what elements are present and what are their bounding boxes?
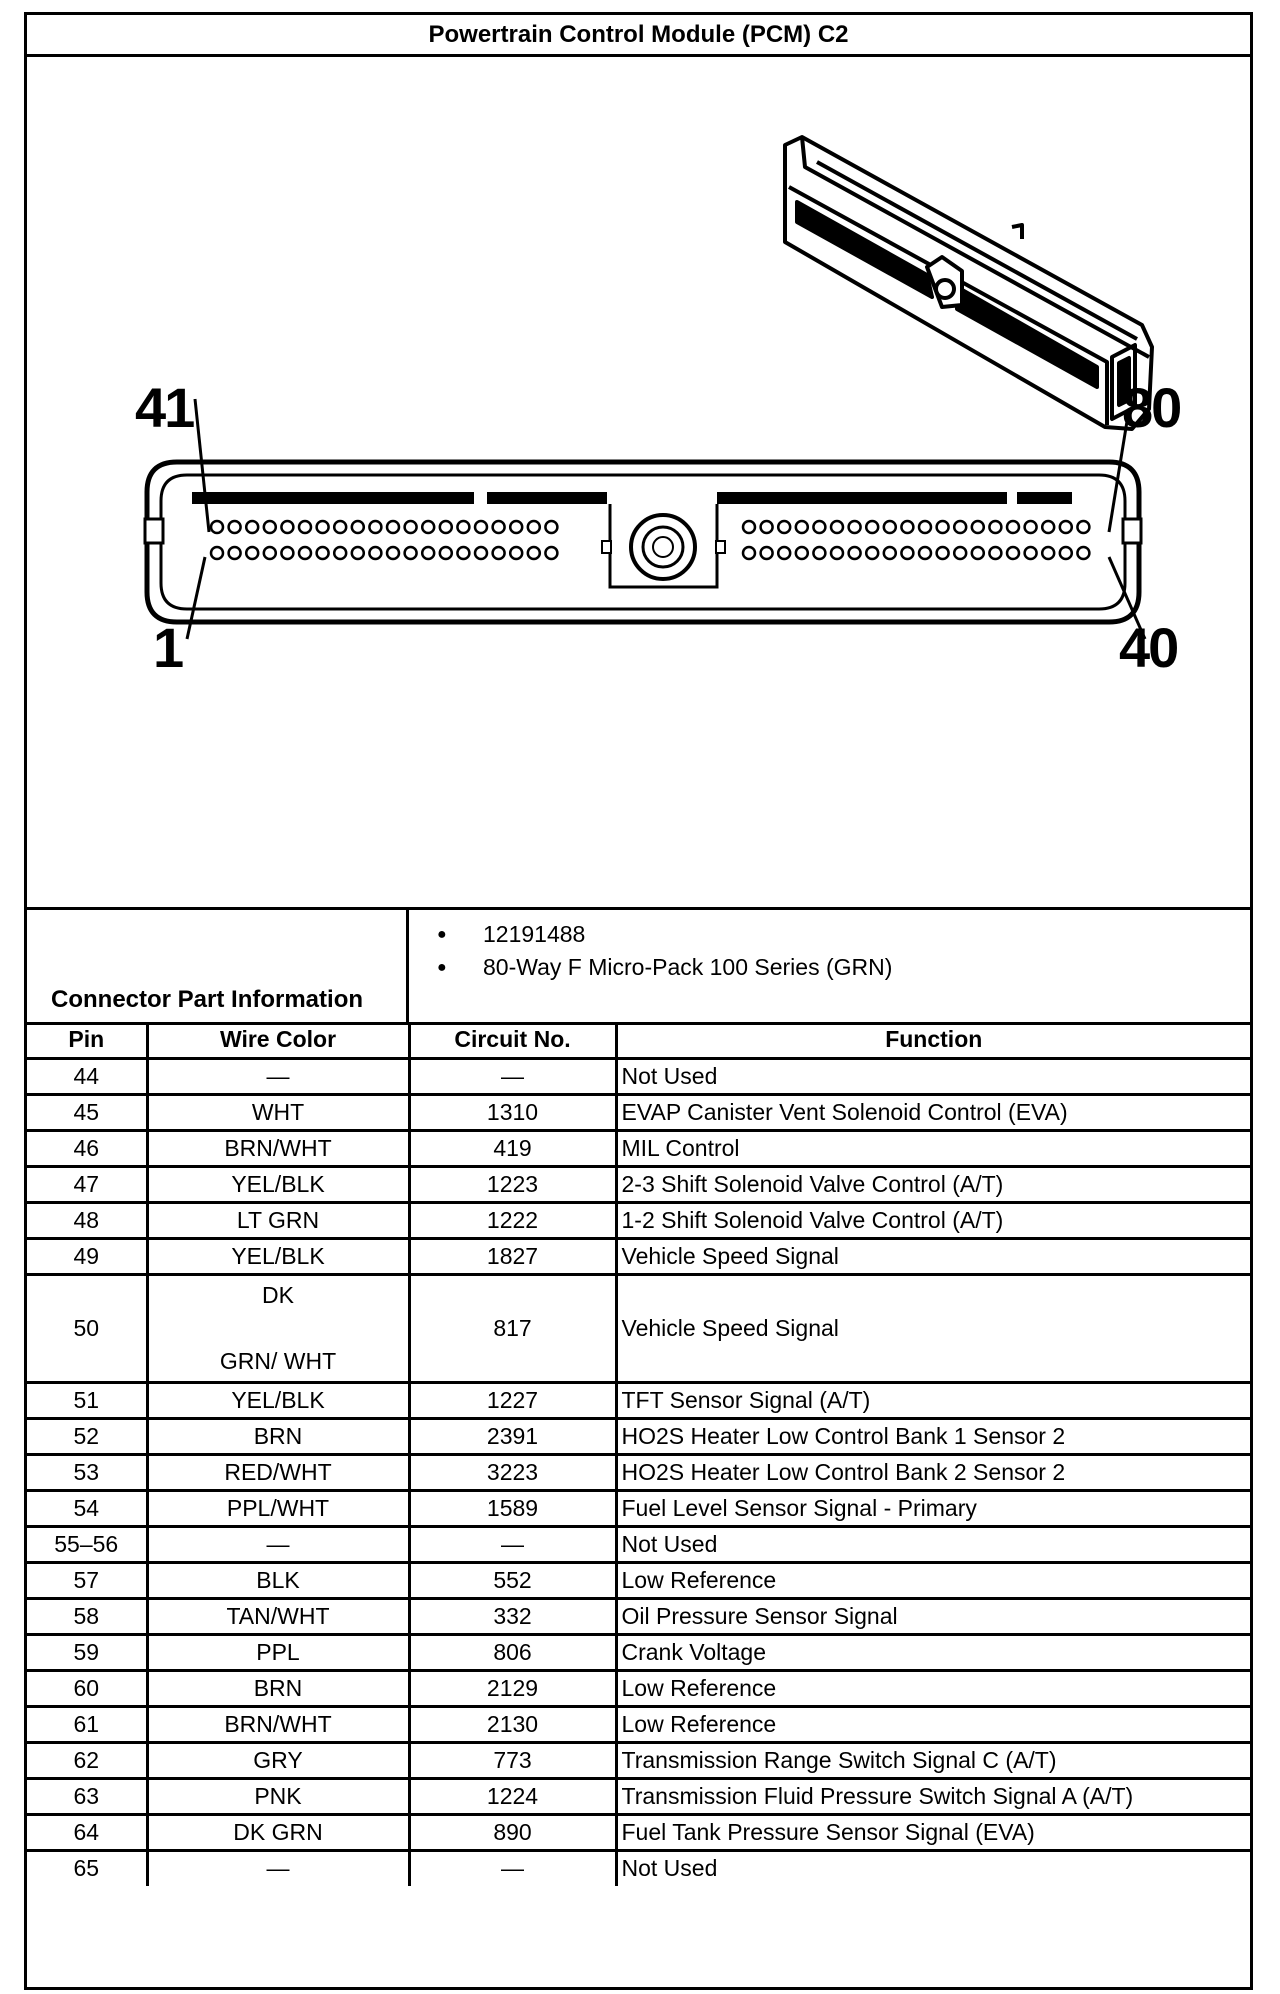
pin-cavity <box>866 547 878 559</box>
pin-label-41: 41 <box>135 376 194 439</box>
circuit-no-cell: 419 <box>409 1130 616 1166</box>
pin-cavity <box>1077 547 1089 559</box>
circuit-no-cell: 552 <box>409 1562 616 1598</box>
pin-cell: 63 <box>27 1778 147 1814</box>
header-pin: Pin <box>27 1022 147 1058</box>
table-row <box>27 1850 1250 1886</box>
table-row <box>27 1742 1250 1778</box>
table-row <box>27 1382 1250 1418</box>
wire-color-cell: — <box>147 1850 409 1886</box>
pin-cavity <box>778 521 790 533</box>
circuit-no-cell: 1310 <box>409 1094 616 1130</box>
pin-cavity <box>440 547 452 559</box>
pin-label-80: 80 <box>1122 376 1181 439</box>
circuit-no-cell: 817 <box>409 1274 616 1382</box>
pin-cavity <box>299 547 311 559</box>
pin-cell: 59 <box>27 1634 147 1670</box>
pin-cavity <box>743 521 755 533</box>
pin-cavity <box>493 547 505 559</box>
pin-cavity <box>919 521 931 533</box>
pin-cell: 49 <box>27 1238 147 1274</box>
pin-cavity <box>919 547 931 559</box>
table-row <box>27 1814 1250 1850</box>
pin-cavity <box>1025 521 1037 533</box>
pin-cavity <box>1007 547 1019 559</box>
pin-cavity <box>510 521 522 533</box>
function-cell: 2-3 Shift Solenoid Valve Control (A/T) <box>616 1166 1250 1202</box>
pin-cavity <box>475 521 487 533</box>
table-row <box>27 1274 1250 1382</box>
wire-color-cell: — <box>147 1526 409 1562</box>
connector-description: ● 80-Way F Micro-Pack 100 Series (GRN) <box>427 951 892 984</box>
table-row <box>27 1130 1250 1166</box>
pin-cavity <box>264 547 276 559</box>
pin-cavity <box>405 547 417 559</box>
wire-color-cell: PPL <box>147 1634 409 1670</box>
pin-cell: 48 <box>27 1202 147 1238</box>
connector-diagram <box>27 57 1250 907</box>
pin-cavity <box>317 521 329 533</box>
table-row <box>27 1598 1250 1634</box>
circuit-no-cell: 332 <box>409 1598 616 1634</box>
pin-label-40: 40 <box>1119 616 1178 679</box>
pin-cavity <box>831 521 843 533</box>
function-cell: HO2S Heater Low Control Bank 1 Sensor 2 <box>616 1418 1250 1454</box>
wire-color-cell: DK GRN <box>147 1814 409 1850</box>
pin-cavity <box>1007 521 1019 533</box>
function-cell: MIL Control <box>616 1130 1250 1166</box>
pin-cavity <box>493 521 505 533</box>
pin-cell: 62 <box>27 1742 147 1778</box>
pin-cavity <box>246 521 258 533</box>
connector-pin-cavities <box>211 521 1089 559</box>
circuit-no-cell: 3223 <box>409 1454 616 1490</box>
table-row <box>27 1562 1250 1598</box>
circuit-no-cell: 773 <box>409 1742 616 1778</box>
pin-cavity <box>796 547 808 559</box>
pin-cavity <box>369 521 381 533</box>
pin-cavity <box>545 547 557 559</box>
pin-cavity <box>849 521 861 533</box>
pin-cell: 60 <box>27 1670 147 1706</box>
pin-cavity <box>528 521 540 533</box>
wire-color-cell: DK GRN/ WHT <box>147 1274 409 1382</box>
connector-sheet <box>24 12 1253 1990</box>
wire-color-cell: YEL/BLK <box>147 1382 409 1418</box>
pin-cell: 58 <box>27 1598 147 1634</box>
wire-color-cell: PPL/WHT <box>147 1490 409 1526</box>
pin-cavity <box>813 521 825 533</box>
pin-cavity <box>1025 547 1037 559</box>
table-row <box>27 1202 1250 1238</box>
table-row <box>27 1778 1250 1814</box>
wire-color-cell: YEL/BLK <box>147 1238 409 1274</box>
function-cell: Low Reference <box>616 1562 1250 1598</box>
pin-cavity <box>901 521 913 533</box>
connector-part-info-label: Connector Part Information <box>51 986 364 1013</box>
header-wire-color: Wire Color <box>147 1022 409 1058</box>
pin-cavity <box>387 521 399 533</box>
connector-face <box>145 399 1145 639</box>
wire-color-cell: RED/WHT <box>147 1454 409 1490</box>
function-cell: Not Used <box>616 1058 1250 1094</box>
pin-cavity <box>831 547 843 559</box>
pin-cavity <box>989 547 1001 559</box>
pin-cell: 50 <box>27 1274 147 1382</box>
wire-color-cell: YEL/BLK <box>147 1166 409 1202</box>
pin-cell: 51 <box>27 1382 147 1418</box>
function-cell: Vehicle Speed Signal <box>616 1238 1250 1274</box>
pin-cavity <box>352 547 364 559</box>
circuit-no-cell: — <box>409 1058 616 1094</box>
function-cell: Low Reference <box>616 1670 1250 1706</box>
pin-cavity <box>369 547 381 559</box>
function-cell: Not Used <box>616 1526 1250 1562</box>
pin-cavity <box>849 547 861 559</box>
pin-cavity <box>387 547 399 559</box>
wire-color-cell: BLK <box>147 1562 409 1598</box>
sheet-title: Powertrain Control Module (PCM) C2 <box>27 15 1250 57</box>
circuit-no-cell: — <box>409 1526 616 1562</box>
pin-cavity <box>352 521 364 533</box>
pin-cavity <box>457 521 469 533</box>
pin-cavity <box>1060 547 1072 559</box>
connector-drawing <box>27 57 1250 907</box>
pin-cavity <box>246 547 258 559</box>
table-row <box>27 1490 1250 1526</box>
function-cell: Not Used <box>616 1850 1250 1886</box>
pin-cavity <box>317 547 329 559</box>
pin-cavity <box>510 547 522 559</box>
pin-cavity <box>422 547 434 559</box>
circuit-no-cell: 1223 <box>409 1166 616 1202</box>
wire-color-cell: LT GRN <box>147 1202 409 1238</box>
pin-cell: 64 <box>27 1814 147 1850</box>
function-cell: TFT Sensor Signal (A/T) <box>616 1382 1250 1418</box>
wire-color-cell: BRN <box>147 1670 409 1706</box>
circuit-no-cell: 2130 <box>409 1706 616 1742</box>
pin-cell: 54 <box>27 1490 147 1526</box>
pin-cell: 47 <box>27 1166 147 1202</box>
wire-color-cell: WHT <box>147 1094 409 1130</box>
wire-color-cell: — <box>147 1058 409 1094</box>
pin-cell: 45 <box>27 1094 147 1130</box>
pin-cavity <box>866 521 878 533</box>
function-cell: Crank Voltage <box>616 1634 1250 1670</box>
pin-cavity <box>1060 521 1072 533</box>
pin-cavity <box>954 547 966 559</box>
connector-part-number: ● 12191488 <box>427 918 892 951</box>
pin-cell: 53 <box>27 1454 147 1490</box>
pin-cavity <box>229 521 241 533</box>
circuit-no-cell: 1827 <box>409 1238 616 1274</box>
table-row <box>27 1670 1250 1706</box>
pin-cavity <box>457 547 469 559</box>
pin-cavity <box>422 521 434 533</box>
pin-cavity <box>281 521 293 533</box>
pin-label-1: 1 <box>153 616 183 679</box>
table-row <box>27 1058 1250 1094</box>
function-cell: Low Reference <box>616 1706 1250 1742</box>
pin-cavity <box>264 521 276 533</box>
pinout-header-row <box>27 1022 1250 1058</box>
header-function: Function <box>616 1022 1250 1058</box>
pin-cavity <box>901 547 913 559</box>
function-cell: Fuel Level Sensor Signal - Primary <box>616 1490 1250 1526</box>
table-row <box>27 1634 1250 1670</box>
function-cell: 1-2 Shift Solenoid Valve Control (A/T) <box>616 1202 1250 1238</box>
table-row <box>27 1706 1250 1742</box>
pin-cavity <box>528 547 540 559</box>
pin-cavity <box>334 547 346 559</box>
wire-color-cell: BRN/WHT <box>147 1130 409 1166</box>
pin-cavity <box>1042 521 1054 533</box>
pin-cavity <box>1077 521 1089 533</box>
pin-cavity <box>475 547 487 559</box>
pin-cavity <box>884 521 896 533</box>
table-row <box>27 1094 1250 1130</box>
circuit-no-cell: 890 <box>409 1814 616 1850</box>
header-circuit-no: Circuit No. <box>409 1022 616 1058</box>
pin-cavity <box>211 521 223 533</box>
circuit-no-cell: 1227 <box>409 1382 616 1418</box>
pin-cavity <box>281 547 293 559</box>
connector-part-info <box>27 907 1250 1025</box>
table-row <box>27 1454 1250 1490</box>
table-row <box>27 1238 1250 1274</box>
pin-cavity <box>796 521 808 533</box>
pin-cavity <box>937 521 949 533</box>
function-cell: Transmission Fluid Pressure Switch Signal A (A/T) <box>616 1778 1250 1814</box>
pin-cell: 55–56 <box>27 1526 147 1562</box>
connector-part-info-label-cell <box>27 910 409 1022</box>
wire-color-cell: GRY <box>147 1742 409 1778</box>
pin-cell: 52 <box>27 1418 147 1454</box>
pin-cavity <box>884 547 896 559</box>
function-cell: Transmission Range Switch Signal C (A/T) <box>616 1742 1250 1778</box>
table-row <box>27 1166 1250 1202</box>
pin-cell: 57 <box>27 1562 147 1598</box>
wire-color-cell: TAN/WHT <box>147 1598 409 1634</box>
table-row <box>27 1418 1250 1454</box>
pin-cavity <box>972 547 984 559</box>
pin-cavity <box>545 521 557 533</box>
function-cell: Vehicle Speed Signal <box>616 1274 1250 1382</box>
pin-cavity <box>778 547 790 559</box>
circuit-no-cell: 1222 <box>409 1202 616 1238</box>
circuit-no-cell: — <box>409 1850 616 1886</box>
wire-color-cell: PNK <box>147 1778 409 1814</box>
pin-cavity <box>761 547 773 559</box>
function-cell: HO2S Heater Low Control Bank 2 Sensor 2 <box>616 1454 1250 1490</box>
pin-cell: 44 <box>27 1058 147 1094</box>
pin-cell: 61 <box>27 1706 147 1742</box>
pin-cavity <box>405 521 417 533</box>
circuit-no-cell: 2129 <box>409 1670 616 1706</box>
wire-color-cell: BRN <box>147 1418 409 1454</box>
pin-cell: 65 <box>27 1850 147 1886</box>
pin-cavity <box>954 521 966 533</box>
pin-cavity <box>743 547 755 559</box>
function-cell: EVAP Canister Vent Solenoid Control (EVA) <box>616 1094 1250 1130</box>
pinout-body <box>27 1058 1250 1886</box>
pin-cavity <box>299 521 311 533</box>
pin-cavity <box>989 521 1001 533</box>
pinout-table <box>27 1022 1250 1886</box>
circuit-no-cell: 806 <box>409 1634 616 1670</box>
pin-cell: 46 <box>27 1130 147 1166</box>
table-row <box>27 1526 1250 1562</box>
wire-color-cell: BRN/WHT <box>147 1706 409 1742</box>
pin-cavity <box>761 521 773 533</box>
pin-cavity <box>440 521 452 533</box>
function-cell: Oil Pressure Sensor Signal <box>616 1598 1250 1634</box>
pin-cavity <box>1042 547 1054 559</box>
pin-cavity <box>334 521 346 533</box>
pin-cavity <box>211 547 223 559</box>
circuit-no-cell: 2391 <box>409 1418 616 1454</box>
pin-cavity <box>972 521 984 533</box>
circuit-no-cell: 1224 <box>409 1778 616 1814</box>
connector-part-info-list <box>427 918 892 984</box>
pin-cavity <box>937 547 949 559</box>
circuit-no-cell: 1589 <box>409 1490 616 1526</box>
pin-cavity <box>229 547 241 559</box>
pin-cavity <box>813 547 825 559</box>
function-cell: Fuel Tank Pressure Sensor Signal (EVA) <box>616 1814 1250 1850</box>
connector-3d-sketch <box>785 137 1152 429</box>
